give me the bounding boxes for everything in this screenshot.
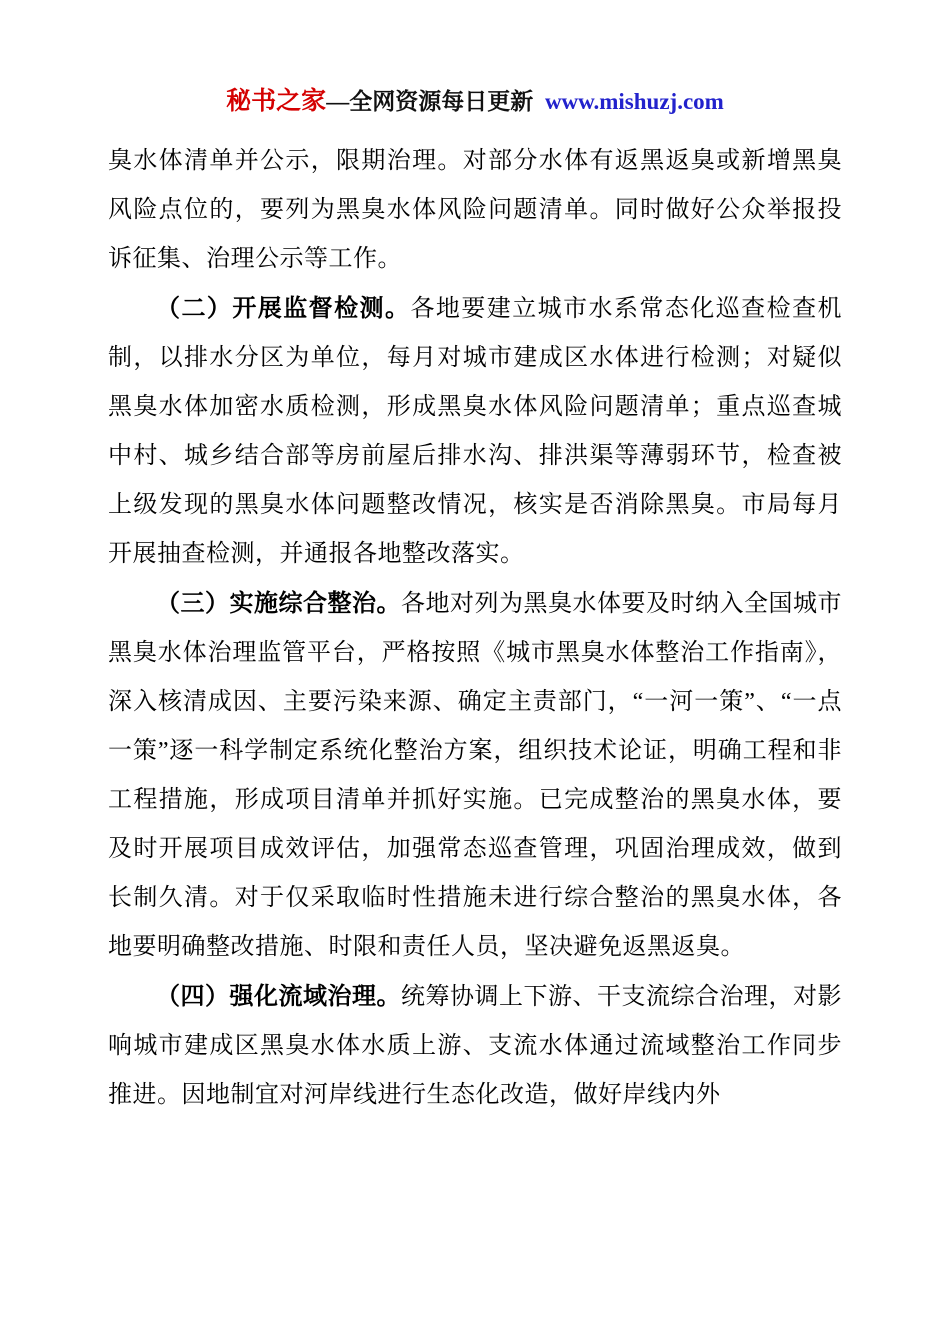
paragraph-text: 统筹协调上下游、干支流综合治理，对影响城市建成区黑臭水体水质上游、支流水体通过流域整治工作同步推进。因地制宜对河岸线进行生态化改造，做好岸线内外 [108,984,842,1108]
site-brand: 秘书之家 [226,87,327,115]
paragraph-text: 臭水体清单并公示，限期治理。对部分水体有返黑返臭或新增黑臭风险点位的，要列为黑臭水体风险问题清单。同时做好公众举报投诉征集、治理公示等工作。 [108,148,842,272]
paragraph-text: 各地要建立城市水系常态化巡查检查机制，以排水分区为单位，每月对城市建成区水体进行检测；对疑似黑臭水体加密水质检测，形成黑臭水体风险问题清单；重点巡查城中村、城乡结合部等房前屋后排水沟、排洪渠等薄弱环节，检查被上级发现的黑臭水体问题整改情况，核实是否消除黑臭。市局每月开展抽查检测，并通报各地整改落实。 [108,296,843,567]
paragraph-lead: （二）开展监督检测。 [156,295,411,322]
paragraph-section-4 [108,972,842,1120]
paragraph-lead: （四）强化流域治理。 [156,983,401,1010]
paragraph-section-3 [108,579,842,972]
site-tagline: —全网资源每日更新 [326,89,534,114]
paragraph-lead: （三）实施综合整治。 [156,590,401,617]
paragraph-text: 各地对列为黑臭水体要及时纳入全国城市黑臭水体治理监管平台，严格按照《城市黑臭水体整治工作指南》，深入核清成因、主要污染来源、确定主责部门，“一河一策”、“一点一策”逐一科学制定系统化整治方案，组织技术论证，明确工程和非工程措施，形成项目清单并抓好实施。已完成整治的黑臭水体，要及时开展项目成效评估，加强常态巡查管理，巩固治理成效，做到长制久清。对于仅采取临时性措施未进行综合整治的黑臭水体，各地要明确整改措施、时限和责任人员，坚决避免返黑返臭。 [108,591,842,960]
paragraph-section-2 [108,284,842,579]
site-header [108,82,842,121]
site-url-link[interactable]: www.mishuzj.com [544,89,724,114]
paragraph-continuation [108,137,842,284]
document-body [108,137,842,1120]
